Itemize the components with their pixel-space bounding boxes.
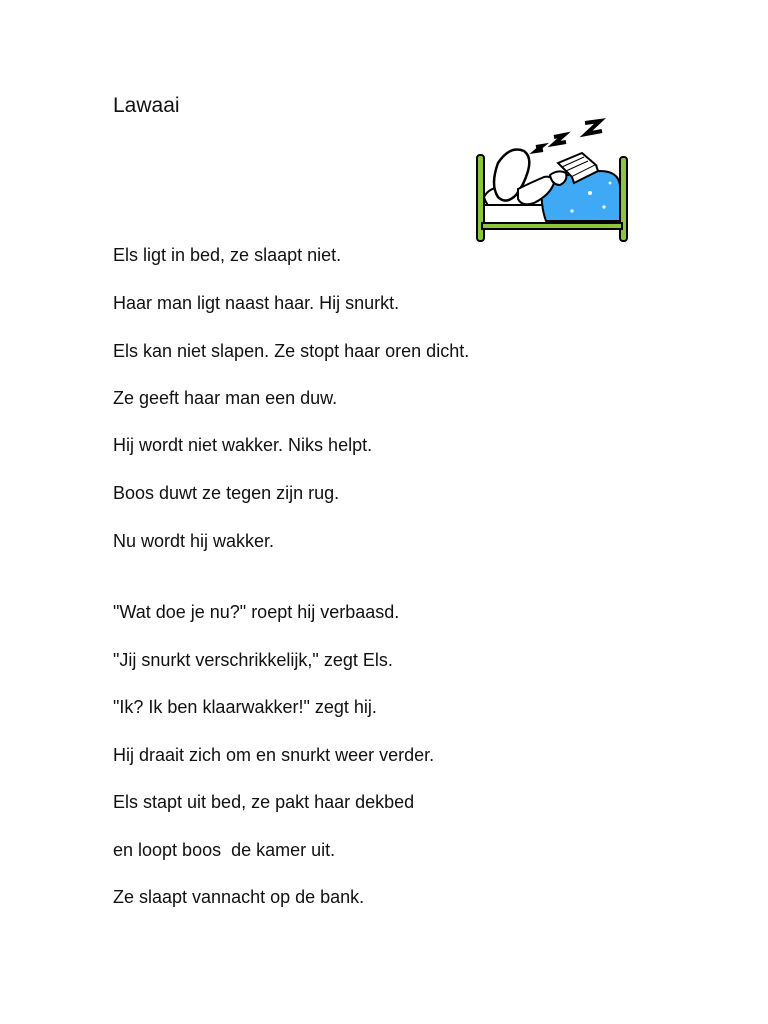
document-title: Lawaai [113,94,180,117]
text-line: Hij draait zich om en snurkt weer verder. [113,745,435,765]
text-line: Nu wordt hij wakker. [113,531,275,551]
text-line: Hij wordt niet wakker. Niks helpt. [113,435,373,455]
sleeping-person-in-bed-icon [470,115,634,245]
text-line: Haar man ligt naast haar. Hij snurkt. [113,293,400,313]
text-line: Els kan niet slapen. Ze stopt haar oren dicht. [113,341,470,361]
text-line: Ze slaapt vannacht op de bank. [113,887,365,907]
text-line: "Ik? Ik ben klaarwakker!" zegt hij. [113,697,377,717]
text-line: "Jij snurkt verschrikkelijk," zegt Els. [113,650,393,670]
text-line: Els stapt uit bed, ze pakt haar dekbed [113,792,415,812]
text-line: "Wat doe je nu?" roept hij verbaasd. [113,602,400,622]
text-line: Boos duwt ze tegen zijn rug. [113,483,340,503]
text-line: Ze geeft haar man een duw. [113,388,338,408]
text-line: Els ligt in bed, ze slaapt niet. [113,245,342,265]
text-line: en loopt boos de kamer uit. [113,840,336,860]
snore-z-icon [536,121,602,151]
